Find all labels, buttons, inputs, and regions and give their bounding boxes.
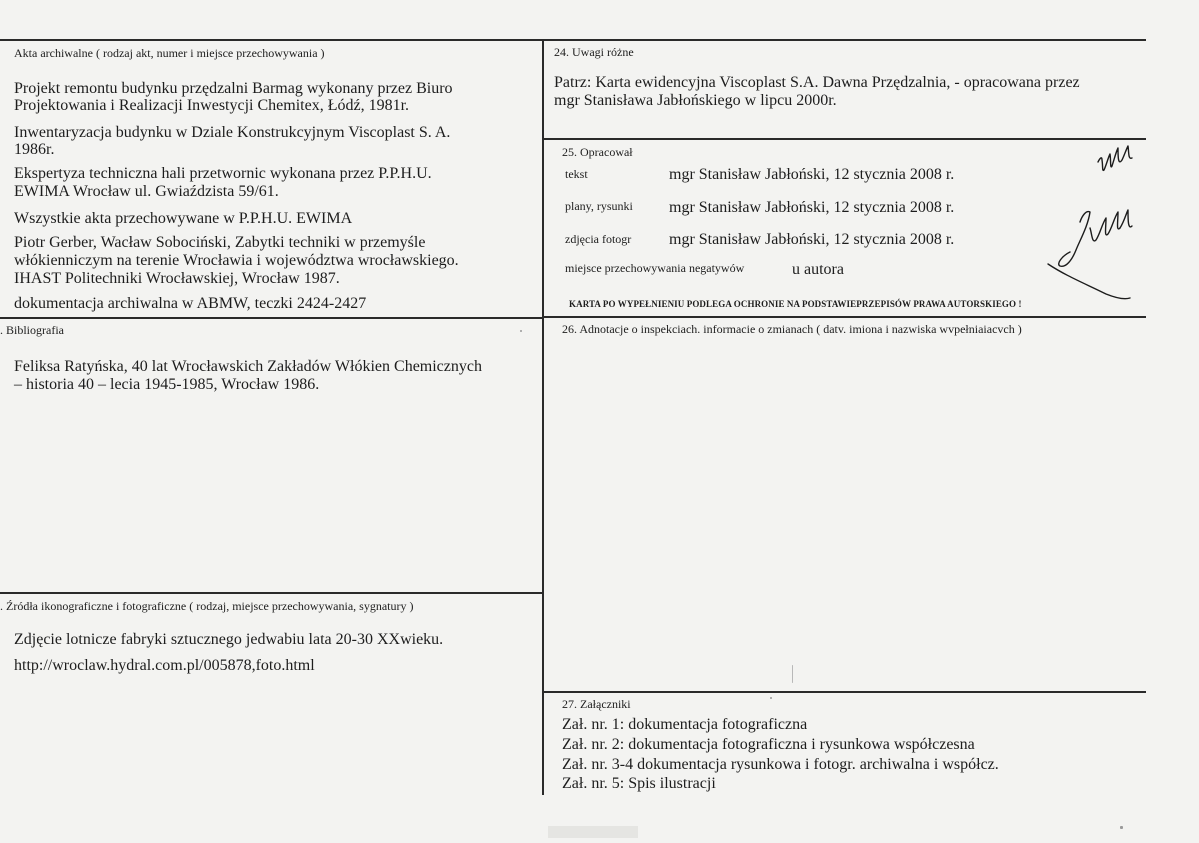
scan-speck xyxy=(770,697,772,699)
akta-line: Ekspertyza techniczna hali przetwornic wykonana przez P.P.H.U. xyxy=(14,165,432,182)
akta-line: dokumentacja archiwalna w ABMW, teczki 2424-2427 xyxy=(14,295,367,312)
scan-speck xyxy=(792,665,793,683)
zrodla-line: http://wroclaw.hydral.com.pl/005878,foto.html xyxy=(14,657,315,674)
zalaczniki-line: Zał. nr. 5: Spis ilustracji xyxy=(562,775,716,792)
zrodla-header: . Źródła ikonograficzne i fotograficzne ( rodzaj, miejsce przechowywania, sygnatury ) xyxy=(0,599,414,613)
opracowal-label-tekst: tekst xyxy=(565,167,588,181)
zalaczniki-line: Zał. nr. 1: dokumentacja fotograficzna xyxy=(562,716,808,733)
bibliografia-line: Feliksa Ratyńska, 40 lat Wrocławskich Zakładów Włókien Chemicznych xyxy=(14,358,482,375)
akta-line: Wszystkie akta przechowywane w P.P.H.U. EWIMA xyxy=(14,210,353,227)
akta-line: EWIMA Wrocław ul. Gwiaździsta 59/61. xyxy=(14,183,279,200)
rule-right-adnotacje xyxy=(542,316,1146,318)
akta-header: Akta archiwalne ( rodzaj akt, numer i miejsce przechowywania ) xyxy=(14,46,325,60)
akta-line: włókienniczym na terenie Wrocławia i województwa wrocławskiego. xyxy=(14,252,459,269)
akta-line: Projekt remontu budynku przędzalni Barmag wykonany przez Biuro xyxy=(14,80,453,97)
negatywy-value: u autora xyxy=(792,261,844,278)
scan-smudge xyxy=(548,826,638,838)
opracowal-value-plany: mgr Stanisław Jabłoński, 12 stycznia 2008 r. xyxy=(669,199,955,216)
uwagi-line: mgr Stanisława Jabłońskiego w lipcu 2000r. xyxy=(554,92,837,109)
akta-line: Projektowania i Realizacji Inwestycji Chemitex, Łódź, 1981r. xyxy=(14,97,410,114)
signature xyxy=(1036,136,1146,306)
opracowal-value-zdjecia: mgr Stanisław Jabłoński, 12 stycznia 2008 r. xyxy=(669,231,955,248)
akta-line: IHAST Politechniki Wrocławskiej, Wrocław 1987. xyxy=(14,270,340,287)
opracowal-value-tekst: mgr Stanisław Jabłoński, 12 stycznia 2008 r. xyxy=(669,166,955,183)
rule-left-bibliografia xyxy=(0,317,543,319)
akta-line: 1986r. xyxy=(14,141,55,158)
uwagi-header: 24. Uwagi różne xyxy=(554,45,634,59)
opracowal-label-zdjecia: zdjęcia fotogr xyxy=(565,232,632,246)
rule-right-zalaczniki xyxy=(542,691,1146,693)
scan-speck xyxy=(520,330,522,332)
opracowal-header: 25. Opracował xyxy=(562,145,633,159)
zalaczniki-line: Zał. nr. 3-4 dokumentacja rysunkowa i fotogr. archiwalna i współcz. xyxy=(562,756,999,773)
bibliografia-header: . Bibliografia xyxy=(0,323,64,337)
adnotacje-header: 26. Adnotacje o inspekciach. informacie o zmianach ( datv. imiona i nazwiska wvpełniaiacvch ) xyxy=(562,322,1022,336)
scan-speck xyxy=(1120,826,1123,829)
bibliografia-line: – historia 40 – lecia 1945-1985, Wrocław 1986. xyxy=(14,376,320,393)
zrodla-line: Zdjęcie lotnicze fabryki sztucznego jedwabiu lata 20-30 XXwieku. xyxy=(14,631,444,648)
akta-line: Inwentaryzacja budynku w Dziale Konstrukcyjnym Viscoplast S. A. xyxy=(14,124,451,141)
akta-line: Piotr Gerber, Wacław Sobociński, Zabytki techniki w przemyśle xyxy=(14,234,426,251)
negatywy-label: miejsce przechowywania negatywów xyxy=(565,261,745,275)
zalaczniki-header: 27. Załączniki xyxy=(562,697,631,711)
uwagi-line: Patrz: Karta ewidencyjna Viscoplast S.A. Dawna Przędzalnia, - opracowana przez xyxy=(554,74,1080,91)
rule-top xyxy=(0,39,1146,41)
rule-left-zrodla xyxy=(0,592,543,594)
rule-center xyxy=(542,39,544,795)
zalaczniki-line: Zał. nr. 2: dokumentacja fotograficzna i rysunkowa współczesna xyxy=(562,736,975,753)
opracowal-label-plany: plany, rysunki xyxy=(565,199,633,213)
copyright-warning: KARTA PO WYPEŁNIENIU PODLEGA OCHRONIE NA PODSTAWIEPRZEPISÓW PRAWA AUTORSKIEGO ! xyxy=(569,299,1022,309)
